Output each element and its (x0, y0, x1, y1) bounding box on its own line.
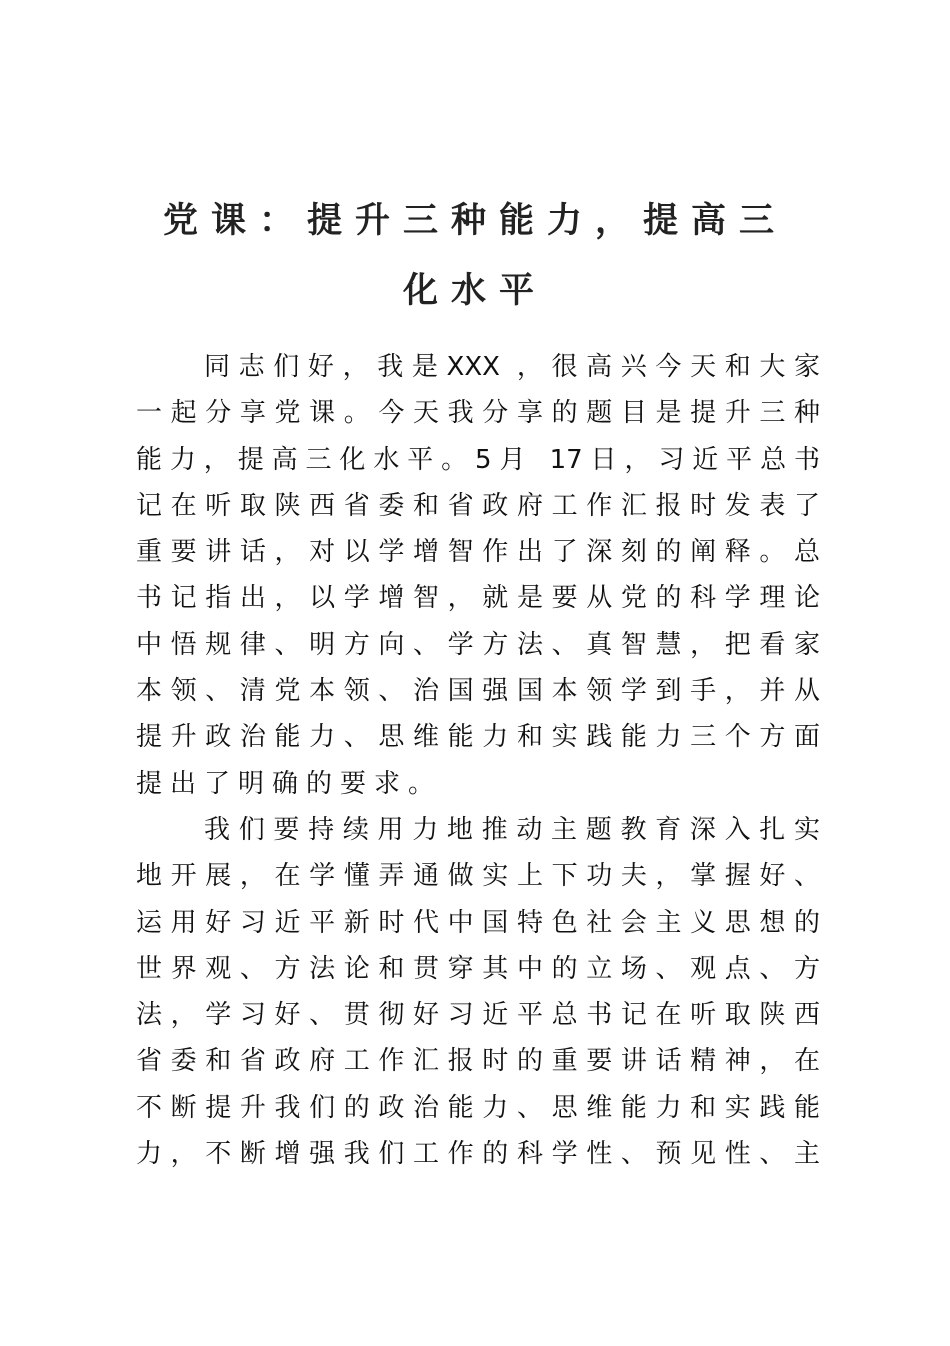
title-line-1: 党课：提升三种能力，提高三 (162, 201, 787, 241)
text-line: 力，不断增强我们工作的科学性、预见性、主 (136, 1139, 820, 1170)
text-line: 重要讲话，对以学增智作出了深刻的阐释。总 (136, 537, 820, 568)
text-line: 一起分享党课。今天我分享的题目是提升三种 (136, 398, 820, 429)
body-text (136, 344, 820, 1177)
text-line: 不断提升我们的政治能力、思维能力和实践能 (136, 1092, 820, 1123)
text-line: 本领、清党本领、治国强国本领学到手，并从 (136, 676, 820, 707)
text-line: 省委和省政府工作汇报时的重要讲话精神，在 (136, 1046, 820, 1077)
page-title (110, 186, 840, 326)
text-line: 同志们好，我是XXX ，很高兴今天和大家 (204, 352, 820, 382)
text-line: 中悟规律、明方向、学方法、真智慧，把看家 (136, 629, 820, 660)
text-line: 书记指出，以学增智，就是要从党的科学理论 (136, 583, 820, 614)
text-line: 法，学习好、贯彻好习近平总书记在听取陕西 (136, 1000, 820, 1031)
text-line: 记在听取陕西省委和省政府工作汇报时发表了 (136, 490, 820, 521)
text-line: 提出了明确的要求。 (136, 768, 443, 799)
text-line: 提升政治能力、思维能力和实践能力三个方面 (136, 722, 820, 753)
text-line: 地开展，在学懂弄通做实上下功夫，掌握好、 (136, 861, 820, 892)
text-line: 我们要持续用力地推动主题教育深入扎实 (204, 814, 820, 845)
paragraph-2 (136, 807, 820, 1177)
title-line-2: 化水平 (402, 271, 547, 311)
paragraph-1 (136, 344, 820, 807)
text-line: 世界观、方法论和贯穿其中的立场、观点、方 (136, 953, 820, 984)
text-line: 运用好习近平新时代中国特色社会主义思想的 (136, 907, 820, 938)
text-line: 能力，提高三化水平。5月 17日，习近平总书 (136, 444, 820, 475)
